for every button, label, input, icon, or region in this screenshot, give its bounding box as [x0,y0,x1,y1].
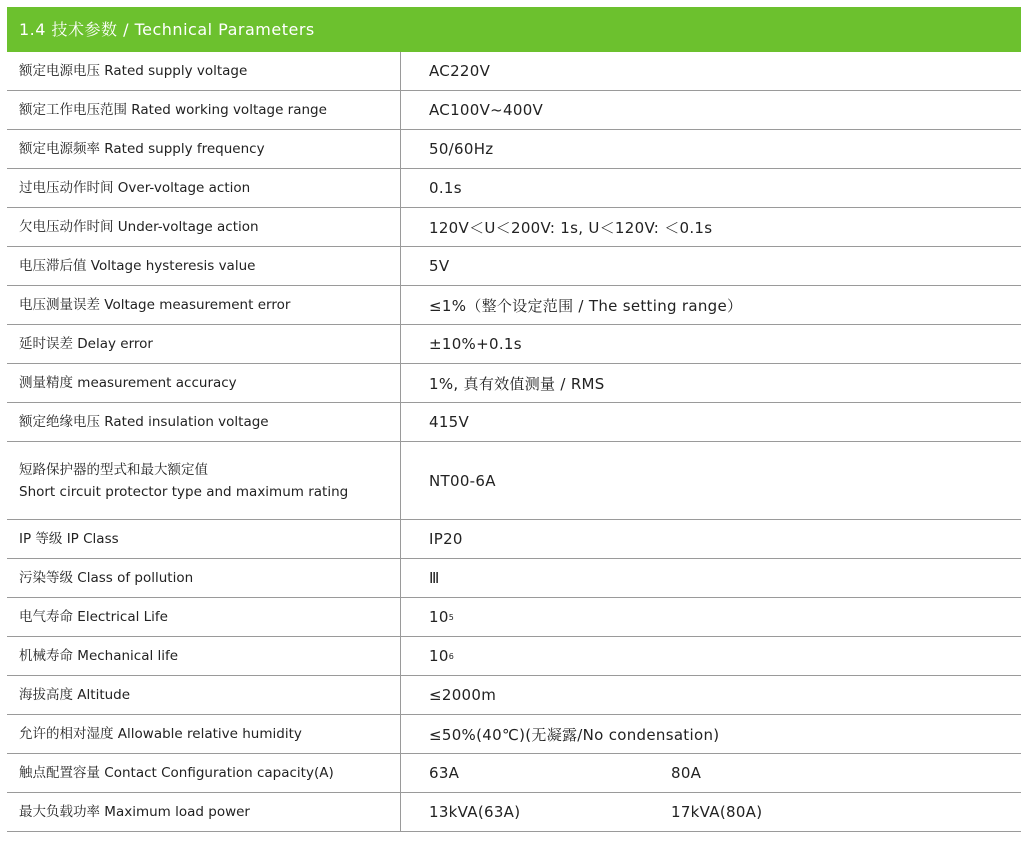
parameter-name-cell [7,208,401,246]
table-row [7,325,1021,364]
parameter-value: 63A [429,764,460,782]
table-row [7,676,1021,715]
parameter-name: 额定电源电压 Rated supply voltage [19,63,248,79]
table-row [7,169,1021,208]
table-row [7,598,1021,637]
parameter-value: ≤1%（整个设定范围 / The setting range） [429,296,743,315]
parameter-name: IP 等级 IP Class [19,531,119,547]
parameter-name-cell [7,247,401,285]
table-row [7,442,1021,520]
section-title: 1.4 技术参数 / Technical Parameters [19,20,315,39]
table-row [7,403,1021,442]
parameter-name: 额定绝缘电压 Rated insulation voltage [19,414,269,430]
parameter-name-cell [7,520,401,558]
parameter-name-cell [7,637,401,675]
parameter-name: 电压滞后值 Voltage hysteresis value [19,258,256,274]
parameter-value-cell [401,286,1021,324]
parameter-name-cell [7,52,401,90]
parameter-value: 13kVA(63A) [429,803,521,821]
parameter-name-cell [7,169,401,207]
table-row [7,715,1021,754]
parameter-value: AC220V [429,62,491,80]
table-row [7,754,1021,793]
parameter-value: 120V＜U＜200V: 1s, U＜120V: ＜0.1s [429,218,713,237]
value-exponent: 5 [448,612,455,622]
parameter-name: 额定工作电压范围 Rated working voltage range [19,102,327,118]
parameter-name: 海拔高度 Altitude [19,687,131,703]
parameter-value-cell [401,91,1021,129]
parameter-value: 415V [429,413,470,431]
parameter-value-cell [401,793,1021,831]
parameter-value-cell [401,442,1021,519]
parameter-value-cell [401,364,1021,402]
parameter-value-secondary: 17kVA(80A) [671,803,763,821]
parameter-value-cell [401,676,1021,714]
parameter-value-cell [401,754,1021,792]
parameter-value: Ⅲ [429,569,440,587]
parameter-value-cell [401,208,1021,246]
section-header [7,7,1021,52]
parameter-name-cell [7,91,401,129]
parameter-value: 1%, 真有效值测量 / RMS [429,374,605,393]
table-row [7,52,1021,91]
parameter-name: 测量精度 measurement accuracy [19,375,237,391]
parameter-value-cell [401,130,1021,168]
table-row [7,637,1021,676]
table-row [7,559,1021,598]
parameter-value-cell [401,325,1021,363]
parameter-name-cell [7,559,401,597]
parameter-value-cell [401,559,1021,597]
parameter-name-cell [7,325,401,363]
parameter-name-english: Short circuit protector type and maximum rating [19,483,349,500]
parameter-name-cell [7,286,401,324]
parameter-value: ≤50%(40℃)(无凝露/No condensation) [429,725,720,744]
parameter-value-cell [401,52,1021,90]
table-row [7,247,1021,286]
parameter-name-cell [7,676,401,714]
parameter-name: 欠电压动作时间 Under-voltage action [19,219,259,235]
parameter-name-cell [7,715,401,753]
parameter-value-secondary: 80A [671,764,702,782]
parameter-name-cell [7,442,401,519]
parameter-name: 污染等级 Class of pollution [19,570,194,586]
parameter-value: ≤2000m [429,686,497,704]
parameter-value-cell [401,598,1021,636]
table-row [7,520,1021,559]
table-row [7,286,1021,325]
parameter-value: ±10%+0.1s [429,335,522,353]
table-row [7,364,1021,403]
parameter-name-cell [7,754,401,792]
table-row [7,130,1021,169]
parameter-value-cell [401,520,1021,558]
table-row [7,91,1021,130]
parameter-value: 50/60Hz [429,140,494,158]
parameter-name: 最大负载功率 Maximum load power [19,804,250,820]
parameter-value-cell [401,715,1021,753]
value-exponent: 6 [448,651,455,661]
parameter-name-cell [7,364,401,402]
parameter-value: AC100V~400V [429,101,544,119]
table-row [7,793,1021,832]
parameter-name: 电气寿命 Electrical Life [19,609,168,625]
parameter-name: 允许的相对湿度 Allowable relative humidity [19,726,302,742]
parameter-value-cell [401,637,1021,675]
parameter-name: 短路保护器的型式和最大额定值 [19,461,208,478]
parameter-value: IP20 [429,530,463,548]
parameter-value: 5V [429,257,450,275]
parameter-name-cell [7,403,401,441]
parameter-name: 机械寿命 Mechanical life [19,648,179,664]
parameter-name: 延时误差 Delay error [19,336,153,352]
parameter-value: 0.1s [429,179,462,197]
parameter-value-cell [401,247,1021,285]
parameter-value-cell [401,403,1021,441]
parameter-value: 10 [429,647,449,665]
parameter-name-cell [7,793,401,831]
parameters-table [7,52,1021,832]
parameter-name: 电压测量误差 Voltage measurement error [19,297,291,313]
parameter-name-cell [7,130,401,168]
parameter-name: 触点配置容量 Contact Configuration capacity(A) [19,765,334,781]
parameter-value: NT00-6A [429,471,496,490]
parameter-value-cell [401,169,1021,207]
table-row [7,208,1021,247]
parameter-name-cell [7,598,401,636]
parameter-name: 额定电源频率 Rated supply frequency [19,141,265,157]
parameter-value: 10 [429,608,449,626]
parameter-name: 过电压动作时间 Over-voltage action [19,180,251,196]
